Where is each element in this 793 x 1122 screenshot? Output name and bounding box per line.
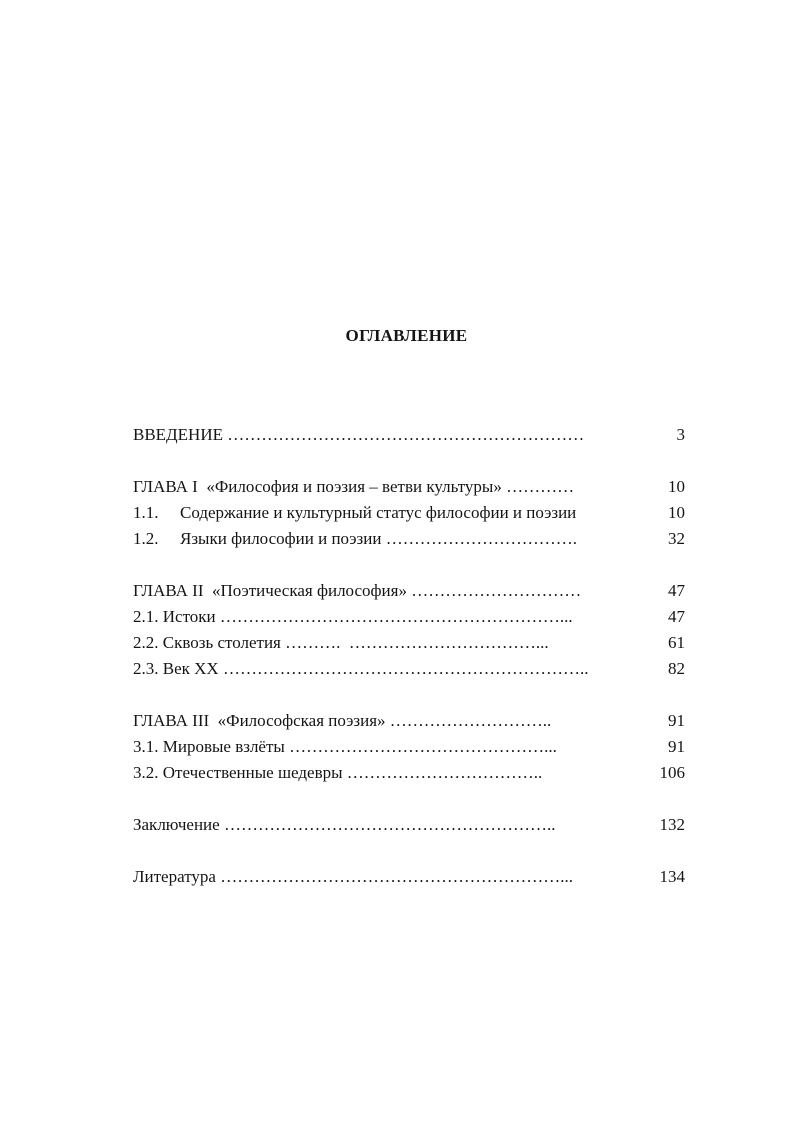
toc-entry-text: 2.3. Век XX ……………………………………………………….. bbox=[133, 659, 589, 678]
toc-entry-conclusion bbox=[133, 812, 685, 838]
toc-entry-page: 47 bbox=[668, 607, 685, 626]
toc-entry-page: 91 bbox=[668, 737, 685, 756]
toc-entry-page: 32 bbox=[668, 529, 685, 548]
toc-entry-text: 3.1. Мировые взлёты ………………………………………... bbox=[133, 737, 557, 756]
toc-entry-page: 106 bbox=[659, 763, 685, 782]
toc-entry-page: 10 bbox=[668, 477, 685, 496]
table-of-contents bbox=[133, 422, 685, 890]
toc-entry-section-2-3 bbox=[133, 656, 685, 682]
toc-entry-section-3-2 bbox=[133, 760, 685, 786]
toc-entry-section-3-1 bbox=[133, 734, 685, 760]
toc-entry-section-1-1 bbox=[133, 500, 685, 526]
toc-entry-introduction bbox=[133, 422, 685, 448]
toc-entry-number: 1.1. bbox=[133, 503, 159, 522]
toc-entry-text: ГЛАВА II «Поэтическая философия» ………………………… bbox=[133, 581, 582, 600]
toc-entry-number: 1.2. bbox=[133, 529, 159, 548]
toc-entry-page: 61 bbox=[668, 633, 685, 652]
toc-entry-section-2-2 bbox=[133, 630, 685, 656]
toc-entry-page: 91 bbox=[668, 711, 685, 730]
page-title: ОГЛАВЛЕНИЕ bbox=[345, 326, 468, 345]
toc-entry-chapter-1 bbox=[133, 474, 685, 500]
toc-entry-text: Языки философии и поэзии ……………………………. bbox=[180, 529, 577, 548]
toc-entry-chapter-3 bbox=[133, 708, 685, 734]
toc-entry-page: 47 bbox=[668, 581, 685, 600]
toc-entry-text: ГЛАВА I «Философия и поэзия – ветви культуры» ………… bbox=[133, 477, 575, 496]
toc-entry-text: 2.2. Сквозь столетия ………. ……………………………... bbox=[133, 633, 549, 652]
toc-entry-chapter-2 bbox=[133, 578, 685, 604]
toc-entry-text: Заключение ………………………………………………….. bbox=[133, 815, 556, 834]
toc-entry-text: ВВЕДЕНИЕ ……………………………………………………… bbox=[133, 425, 585, 444]
toc-entry-text: ГЛАВА III «Философская поэзия» ……………………….. bbox=[133, 711, 552, 730]
toc-entry-text: 3.2. Отечественные шедевры …………………………….. bbox=[133, 763, 543, 782]
toc-entry-text: Литература ……………………………………………………... bbox=[133, 867, 573, 886]
toc-entry-page: 3 bbox=[676, 425, 685, 444]
toc-entry-text: Содержание и культурный статус философии и поэзии bbox=[180, 503, 577, 522]
toc-entry-section-2-1 bbox=[133, 604, 685, 630]
toc-entry-page: 10 bbox=[668, 503, 685, 522]
toc-entry-text: 2.1. Истоки ……………………………………………………... bbox=[133, 607, 573, 626]
toc-entry-section-1-2 bbox=[133, 526, 685, 552]
toc-entry-page: 132 bbox=[659, 815, 685, 834]
toc-entry-page: 134 bbox=[659, 867, 685, 886]
toc-entry-page: 82 bbox=[668, 659, 685, 678]
toc-entry-bibliography bbox=[133, 864, 685, 890]
